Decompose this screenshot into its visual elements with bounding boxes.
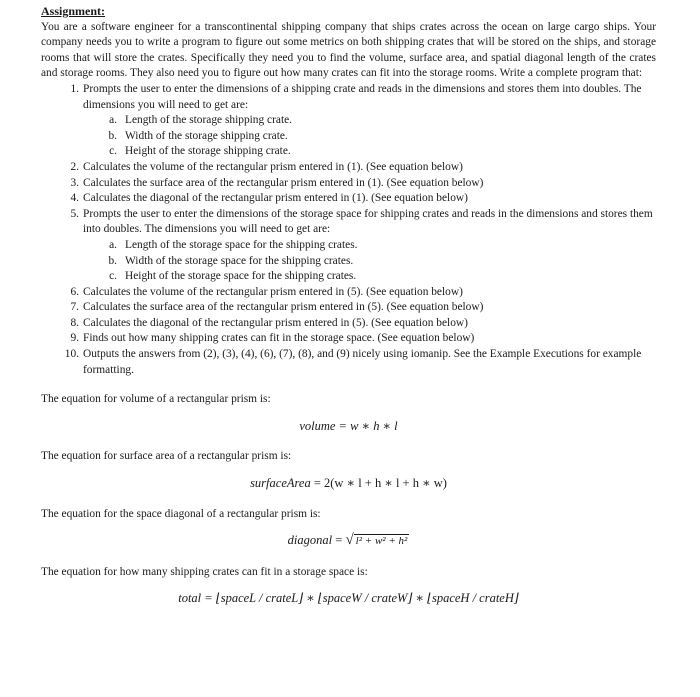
step-number: 2. (70, 160, 79, 173)
sub-list (83, 113, 656, 160)
volume-equation-intro: The equation for volume of a rectangular prism is: (41, 393, 271, 406)
sub-letter: a. (109, 238, 117, 251)
step-item (41, 82, 656, 160)
surface-equation (41, 476, 656, 492)
step-text: Calculates the diagonal of the rectangular prism entered in (5). (See equation below) (83, 316, 468, 329)
step-text: Calculates the surface area of the rectangular prism entered in (5). (See equation below) (83, 301, 484, 314)
diagonal-lhs: diagonal (287, 533, 333, 548)
total-equation (41, 591, 656, 607)
step-text: Calculates the surface area of the rectangular prism entered in (1). (See equation below) (83, 176, 484, 189)
step-item (41, 285, 656, 301)
sub-item (83, 238, 656, 254)
step-item (41, 347, 656, 378)
diagonal-equation (41, 533, 656, 550)
total-rhs: = ⌊spaceL / crateL⌋ ∗ ⌊spaceW / crateW⌋ ∗ ⌊spaceH / crateH⌋ (204, 591, 519, 606)
sub-text: Length of the storage space for the shipping crates. (125, 238, 358, 251)
sub-item (83, 254, 656, 270)
surface-equation-intro: The equation for surface area of a rectangular prism is: (41, 450, 292, 463)
step-number: 9. (70, 332, 79, 345)
step-text: Calculates the volume of the rectangular prism entered in (1). (See equation below) (83, 160, 463, 173)
surface-rhs: = 2(w ∗ l + h ∗ l + h ∗ w) (313, 476, 447, 491)
step-item (41, 160, 656, 176)
step-text: Calculates the diagonal of the rectangular prism entered in (1). (See equation below) (83, 192, 468, 205)
step-item (41, 191, 656, 207)
diagonal-equation-intro: The equation for the space diagonal of a rectangular prism is: (41, 507, 321, 520)
sub-letter: b. (108, 254, 117, 267)
volume-equation (41, 419, 656, 435)
sub-letter: a. (109, 114, 117, 127)
sub-letter: b. (108, 129, 117, 142)
step-number: 1. (70, 82, 79, 95)
volume-lhs: volume (299, 418, 336, 433)
step-number: 5. (70, 207, 79, 220)
step-item (41, 331, 656, 347)
step-item (41, 176, 656, 192)
surface-lhs: surfaceArea (250, 476, 311, 491)
step-item (41, 207, 656, 285)
step-item (41, 316, 656, 332)
step-text: Outputs the answers from (2), (3), (4), (6), (7), (8), and (9) nicely using iomanip. See the Example Executions for example formatting. (83, 348, 642, 376)
step-number: 6. (70, 285, 79, 298)
intro-paragraph: You are a software engineer for a transcontinental shipping company that ships crates across the ocean on large cargo ships. Your company needs you to write a program to figure out some metrics on both shipping crates that will be stored on the ships, and storage rooms that will store the crates. Specifically they need you to find the volume, surface area, and spatial diagonal length of the crates and storage rooms. They also need you to figure out how many crates can fit into the storage rooms. Write a complete program that: (41, 20, 656, 80)
sub-item (83, 113, 656, 129)
radical-sign-icon: √ (345, 532, 354, 549)
sub-letter: c. (109, 270, 117, 283)
sub-letter: c. (109, 145, 117, 158)
step-number: 10. (64, 348, 79, 361)
step-number: 3. (70, 176, 79, 189)
step-number: 7. (70, 301, 79, 314)
step-item (41, 300, 656, 316)
sub-item (83, 129, 656, 145)
diagonal-equals: = (335, 533, 343, 548)
sub-text: Width of the storage space for the shipping crates. (125, 254, 354, 267)
total-lhs: total (178, 591, 202, 606)
sub-text: Height of the storage shipping crate. (125, 145, 291, 158)
step-text: Finds out how many shipping crates can fit in the storage space. (See equation below) (83, 332, 475, 345)
assignment-heading: Assignment: (41, 4, 106, 18)
sub-item (83, 269, 656, 285)
step-number: 4. (70, 192, 79, 205)
step-text: Prompts the user to enter the dimensions of the storage space for shipping crates and reads in the dimensions and stores them into doubles. The dimensions you will need to get are: (83, 207, 653, 236)
total-equation-intro: The equation for how many shipping crates can fit in a storage space is: (41, 565, 368, 578)
sub-text: Width of the storage shipping crate. (125, 129, 288, 142)
volume-rhs: = w ∗ h ∗ l (338, 418, 398, 433)
step-text: Calculates the volume of the rectangular prism entered in (5). (See equation below) (83, 285, 463, 298)
step-text: Prompts the user to enter the dimensions of a shipping crate and reads in the dimensions and stores them into doubles. The dimensions you will need to get are: (83, 82, 642, 111)
sub-text: Height of the storage space for the shipping crates. (125, 270, 357, 283)
step-number: 8. (70, 316, 79, 329)
diagonal-radicand: l² + w² + h² (355, 535, 408, 548)
steps-list (41, 82, 656, 378)
sub-list (83, 238, 656, 285)
square-root (345, 533, 409, 550)
assignment-page (41, 4, 656, 622)
sub-item (83, 144, 656, 160)
sub-text: Length of the storage shipping crate. (125, 114, 293, 127)
